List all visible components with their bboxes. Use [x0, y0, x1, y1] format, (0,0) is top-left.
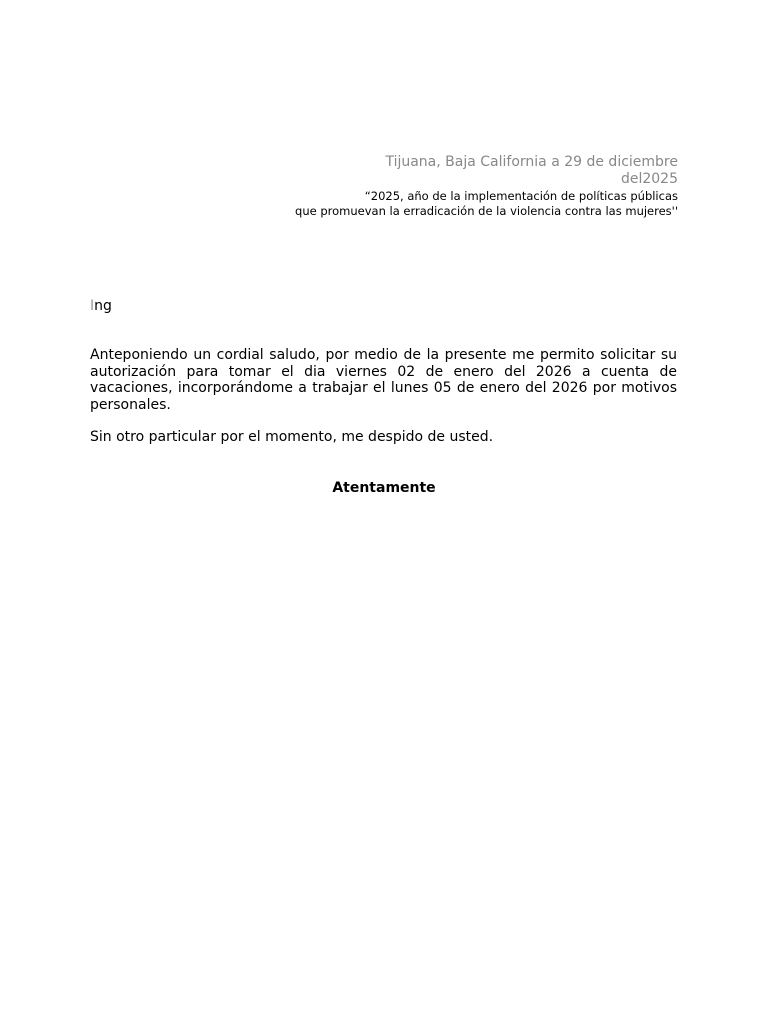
official-motto [90, 189, 678, 218]
addressee [90, 298, 112, 315]
addressee-rest: ng [94, 298, 112, 314]
closing-salutation: Atentamente [332, 480, 436, 496]
date-line [90, 154, 678, 188]
addressee-initial: I [90, 298, 95, 314]
date-line-2: del2025 [620, 171, 678, 187]
motto-line-1: “2025, año de la implementación de políticas públicas [364, 189, 678, 203]
body-paragraph-farewell: Sin otro particular por el momento, me despido de usted. [90, 429, 494, 446]
motto-line-2: que promuevan la erradicación de la violencia contra las mujeres'' [295, 203, 678, 218]
date-line-1: Tijuana, Baja California a 29 de diciembre [385, 154, 678, 170]
letter-header [90, 154, 678, 218]
letter-body [90, 347, 677, 446]
body-paragraph-request: Anteponiendo un cordial saludo, por medio de la presente me permito solicitar su autorización para tomar el dia viernes 02 de enero del 2026 a cuenta de vacaciones, incorporándome a trabajar el lunes 05 de enero del 2026 por motivos personales. [90, 347, 677, 413]
